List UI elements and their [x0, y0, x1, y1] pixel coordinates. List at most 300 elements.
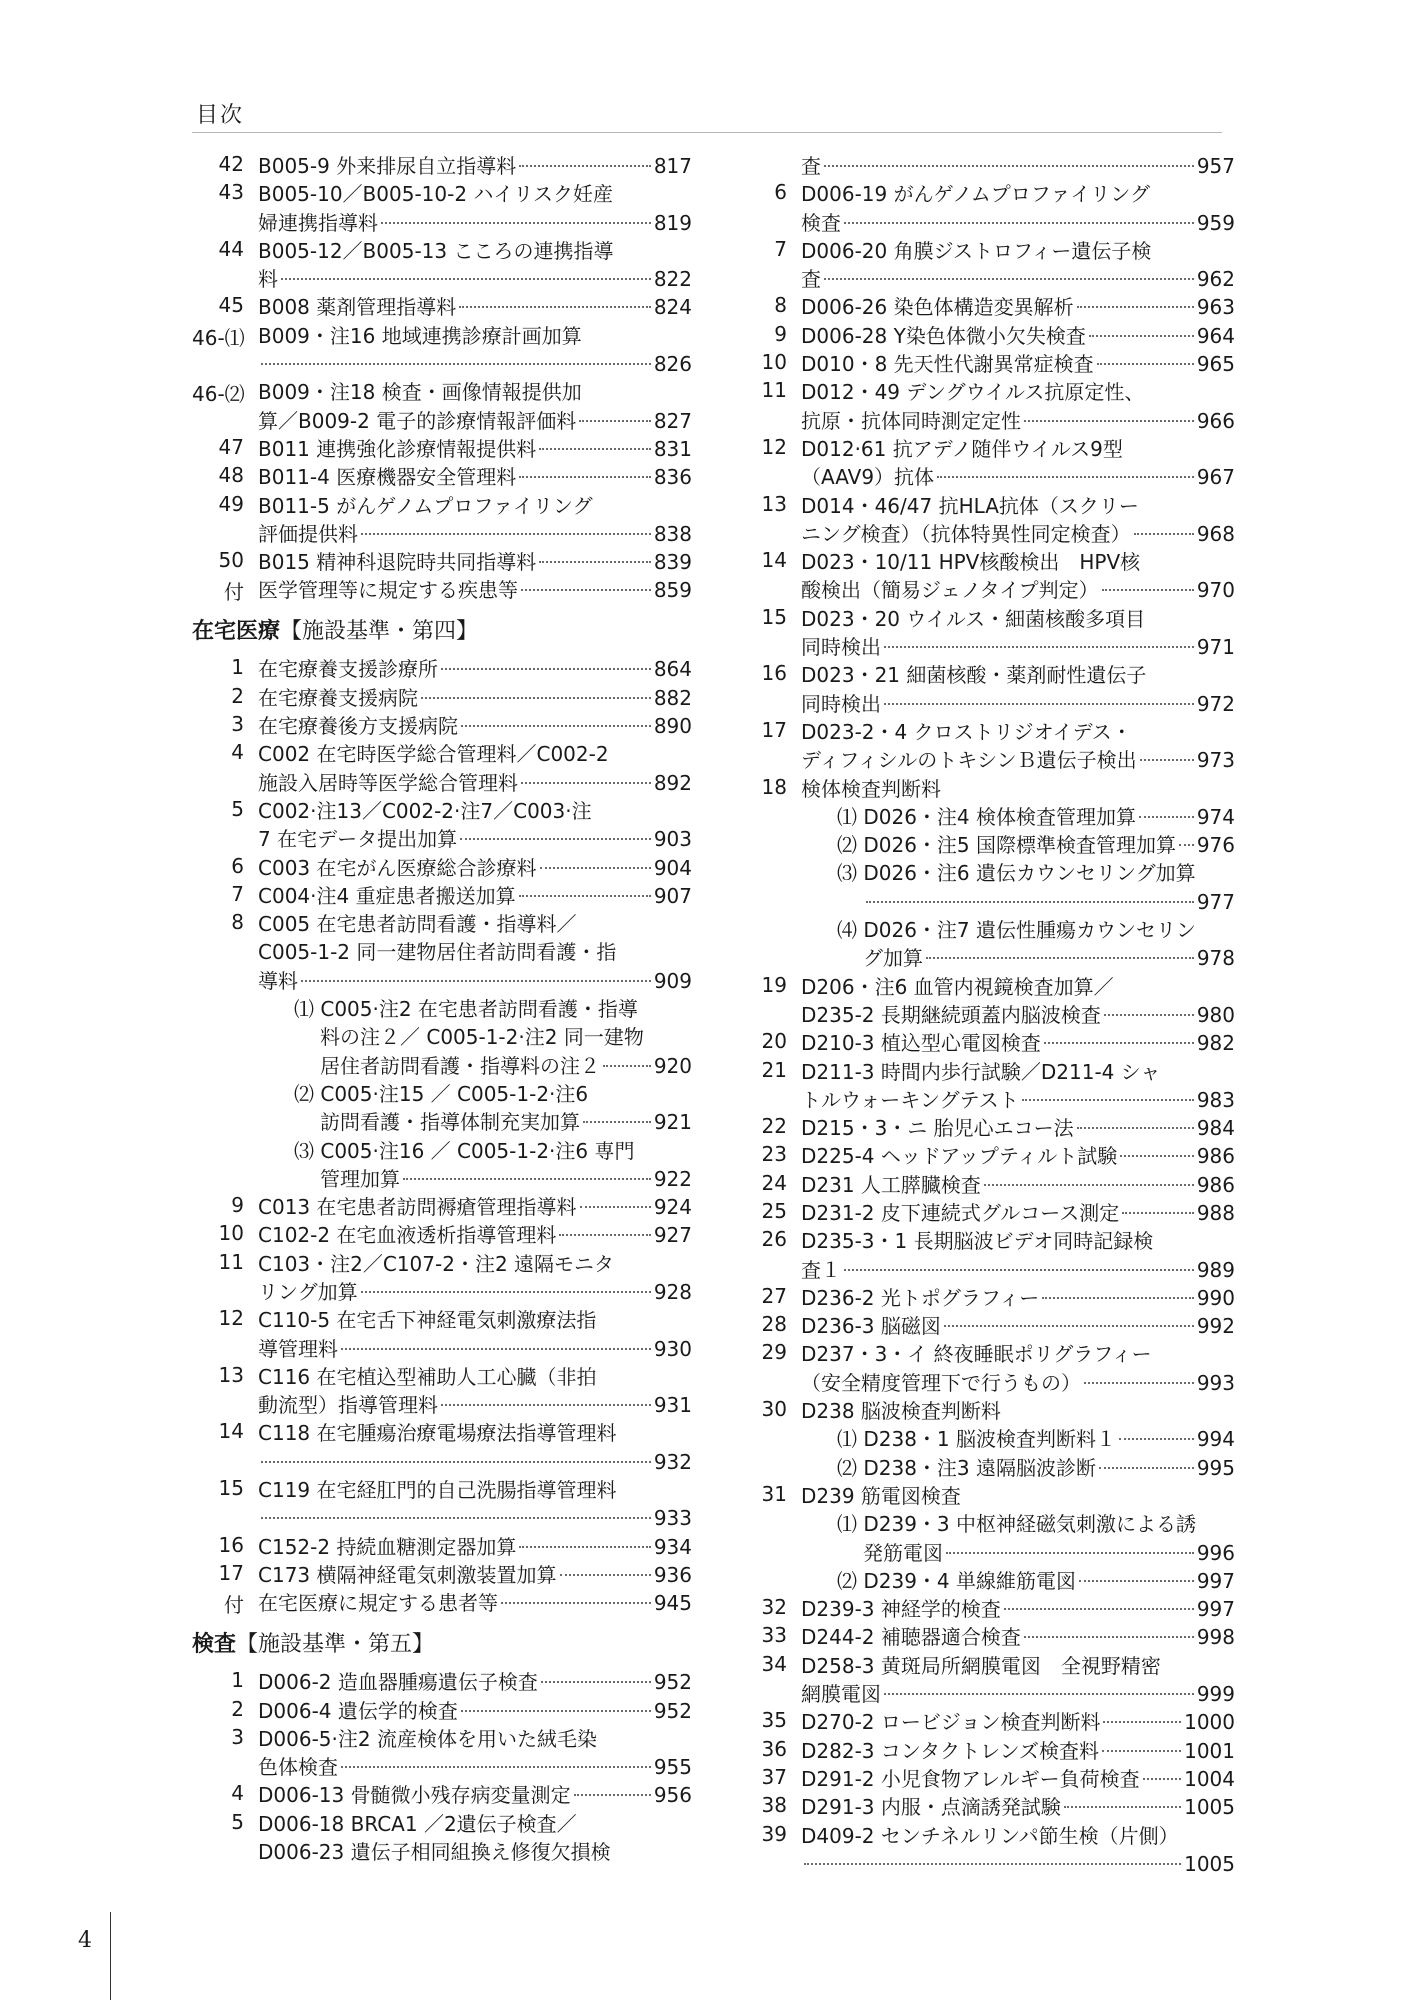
entry-title: 色体検査 — [258, 1755, 338, 1780]
entry-line — [258, 1781, 692, 1809]
dot-leader — [461, 725, 651, 727]
entry-page-number: 977 — [1196, 889, 1235, 914]
entry-title: D237・3・イ 終夜睡眠ポリグラフィー — [801, 1342, 1152, 1367]
toc-entry — [192, 492, 692, 549]
dot-leader — [824, 165, 1194, 167]
toc-entry — [192, 1023, 692, 1080]
dot-leader — [1084, 1382, 1194, 1384]
entry-body — [801, 888, 1235, 916]
toc-entry — [192, 1250, 692, 1307]
entry-page-number: 974 — [1196, 804, 1235, 829]
entry-number: 14 — [761, 548, 787, 573]
entry-body — [258, 995, 692, 1023]
entry-line — [258, 854, 692, 882]
dot-leader — [1004, 1608, 1194, 1610]
toc-entry — [192, 237, 692, 294]
entry-body — [258, 1725, 692, 1782]
toc-entry — [735, 803, 1235, 831]
toc-entry — [192, 740, 692, 797]
entry-line — [258, 882, 692, 910]
entry-title: D211-3 時間内歩行試験／D211-4 シャ — [801, 1059, 1161, 1084]
entry-number: 25 — [761, 1198, 787, 1223]
entry-number — [735, 888, 801, 916]
toc-entry — [192, 995, 692, 1023]
entry-page-number: 986 — [1196, 1144, 1235, 1169]
entry-line — [801, 1086, 1235, 1114]
entry-line — [258, 1753, 692, 1781]
entry-page-number: 973 — [1196, 748, 1235, 773]
entry-title: 7 在宅データ提出加算 — [258, 827, 458, 852]
entry-body — [258, 463, 692, 491]
toc-entry — [735, 1425, 1235, 1453]
entry-line — [801, 1284, 1235, 1312]
entry-title: D210-3 植込型心電図検査 — [801, 1031, 1041, 1056]
entry-page-number: 932 — [653, 1449, 692, 1474]
entry-page-number: 971 — [1196, 635, 1235, 660]
entry-title: B005-12／B005-13 こころの連携指導 — [258, 238, 614, 263]
entry-title: D023-2・4 クロストリジオイデス・ — [801, 719, 1132, 744]
dot-leader — [261, 363, 651, 365]
dot-leader — [301, 980, 651, 982]
toc-entry — [735, 973, 1235, 1030]
entry-line — [801, 407, 1235, 435]
entry-line — [258, 548, 692, 576]
entry-body — [258, 1165, 692, 1193]
toc-entry — [192, 152, 692, 180]
toc-entry — [735, 718, 1235, 775]
entry-title: D231-2 皮下連続式グルコース測定 — [801, 1200, 1120, 1225]
entry-title: D006-28 Y染色体微小欠失検査 — [801, 323, 1086, 348]
entry-line — [801, 1850, 1235, 1878]
entry-number — [735, 803, 801, 831]
entry-number: 15 — [218, 1476, 244, 1501]
entry-line — [863, 944, 1235, 972]
toc-entry — [192, 1589, 692, 1618]
dot-leader — [541, 1681, 651, 1683]
entry-number: 1 — [231, 1668, 244, 1693]
toc-entry — [192, 1697, 692, 1725]
entry-body — [801, 1708, 1235, 1736]
dot-leader — [844, 222, 1194, 224]
entry-title: C102-2 在宅血液透析指導管理料 — [258, 1223, 557, 1248]
entry-line — [801, 209, 1235, 237]
entry-page-number: 952 — [653, 1670, 692, 1695]
entry-title: C173 横隔神経電気刺激装置加算 — [258, 1562, 557, 1587]
entry-line — [258, 769, 692, 797]
entry-page-number: 936 — [653, 1562, 692, 1587]
entry-body — [801, 378, 1235, 435]
entry-title: ⑴ D239・3 中枢神経磁気刺激による誘 — [837, 1512, 1197, 1537]
entry-title: D236-2 光トポグラフィー — [801, 1285, 1040, 1310]
entry-title: C005-1-2 同一建物居住者訪問看護・指 — [258, 940, 617, 965]
entry-title: B011 連携強化診療情報提供料 — [258, 436, 537, 461]
entry-page-number: 903 — [653, 827, 692, 852]
entry-body — [801, 1397, 1235, 1425]
entry-title: C004·注4 重症患者搬送加算 — [258, 883, 516, 908]
dot-leader — [580, 1206, 651, 1208]
entry-body — [258, 655, 692, 683]
dot-leader — [501, 1602, 651, 1604]
entry-title: （安全精度管理下で行うもの） — [801, 1370, 1081, 1395]
entry-line — [258, 1504, 692, 1532]
entry-title: ⑵ D238・注3 遠隔脳波診断 — [837, 1455, 1097, 1480]
entry-body — [258, 548, 692, 576]
toc-entry — [735, 1539, 1235, 1567]
entry-title: C152-2 持続血糖測定器加算 — [258, 1534, 517, 1559]
entry-title: 検体検査判断料 — [801, 776, 941, 801]
entry-number: 9 — [774, 321, 787, 346]
toc-entry — [192, 1193, 692, 1221]
section-title: 在宅医療 — [192, 619, 281, 645]
entry-page-number: 988 — [1196, 1200, 1235, 1225]
dot-leader — [583, 1121, 651, 1123]
entry-body — [801, 1765, 1235, 1793]
entry-number — [735, 831, 801, 859]
toc-entry — [735, 237, 1235, 294]
entry-body — [801, 293, 1235, 321]
dot-leader — [937, 476, 1194, 478]
entry-body — [258, 1363, 692, 1420]
dot-leader — [1024, 420, 1194, 422]
entry-body — [258, 180, 692, 237]
entry-number: 17 — [761, 717, 787, 742]
entry-body — [801, 1340, 1235, 1397]
entry-title: （AAV9）抗体 — [801, 465, 935, 490]
toc-entry — [735, 944, 1235, 972]
entry-title: D238 脳波検査判断料 — [801, 1399, 1001, 1424]
dot-leader — [281, 278, 651, 280]
entry-title: ⑵ C005·注15 ／ C005-1-2·注6 — [294, 1081, 589, 1106]
dot-leader — [341, 1766, 651, 1768]
entry-line — [863, 1539, 1235, 1567]
entry-line — [801, 1680, 1235, 1708]
entry-body — [258, 1697, 692, 1725]
entry-line — [258, 1533, 692, 1561]
entry-line — [320, 1165, 692, 1193]
entry-title: ⑴ D026・注4 検体検査管理加算 — [837, 804, 1137, 829]
entry-number: 32 — [761, 1595, 787, 1620]
entry-title: D012・49 デングウイルス抗原定性、 — [801, 380, 1145, 405]
entry-body — [258, 1193, 692, 1221]
entry-title: ⑴ D238・1 脳波検査判断料１ — [837, 1427, 1117, 1452]
toc-entry — [192, 1668, 692, 1696]
entry-body — [801, 1454, 1235, 1482]
entry-number: 46-⑵ — [192, 382, 245, 407]
entry-body — [258, 1250, 692, 1307]
entry-title: C118 在宅腫瘍治療電場療法指導管理料 — [258, 1421, 617, 1446]
entry-number: 17 — [218, 1560, 244, 1585]
entry-page-number: 824 — [653, 295, 692, 320]
entry-number: 47 — [218, 434, 244, 459]
page-number-rule — [110, 1912, 111, 2000]
entry-page-number: 993 — [1196, 1370, 1235, 1395]
entry-line — [801, 690, 1235, 718]
entry-page-number: 907 — [653, 883, 692, 908]
entry-page-number: 838 — [653, 521, 692, 546]
dot-leader — [603, 1065, 651, 1067]
entry-line — [258, 293, 692, 321]
entry-line — [801, 1199, 1235, 1227]
entry-line — [837, 1425, 1235, 1453]
entry-number: 5 — [231, 796, 244, 821]
entry-title: ⑷ D026・注7 遺伝性腫瘍カウンセリン — [837, 918, 1197, 943]
entry-line — [258, 712, 692, 740]
entry-body — [801, 1029, 1235, 1057]
entry-line — [801, 1623, 1235, 1651]
dot-leader — [884, 646, 1194, 648]
dot-leader — [460, 838, 651, 840]
dot-leader — [459, 306, 651, 308]
entry-body — [258, 882, 692, 910]
dot-leader — [1022, 1099, 1194, 1101]
dot-leader — [884, 1693, 1194, 1695]
entry-body — [801, 718, 1235, 775]
entry-body — [258, 797, 692, 854]
entry-title: D006-4 遺伝学的検査 — [258, 1698, 458, 1723]
entry-number: 33 — [761, 1623, 787, 1648]
dot-leader — [1102, 1750, 1181, 1752]
entry-body — [801, 661, 1235, 718]
entry-title: D239 筋電図検査 — [801, 1483, 961, 1508]
entry-page-number: 995 — [1196, 1455, 1235, 1480]
toc-entry — [192, 1306, 692, 1363]
dot-leader — [261, 1517, 651, 1519]
toc-entry — [735, 661, 1235, 718]
entry-title: 在宅療養支援病院 — [258, 685, 418, 710]
entry-number: 18 — [761, 774, 787, 799]
entry-line — [801, 1737, 1235, 1765]
toc-entry — [192, 797, 692, 854]
entry-title: D006-13 骨髄微小残存病変量測定 — [258, 1783, 571, 1808]
entry-page-number: 966 — [1196, 408, 1235, 433]
entry-line — [801, 1595, 1235, 1623]
entry-number: 14 — [218, 1419, 244, 1444]
section-subtitle: 【施設基準・第五】 — [236, 1632, 435, 1658]
entry-line — [801, 1793, 1235, 1821]
entry-number: 13 — [761, 491, 787, 516]
entry-body — [801, 1737, 1235, 1765]
entry-number — [192, 1108, 258, 1136]
entry-body — [258, 152, 692, 180]
entry-body — [801, 350, 1235, 378]
entry-number — [192, 1165, 258, 1193]
toc-entry — [735, 293, 1235, 321]
dot-leader — [261, 1461, 651, 1463]
entry-line — [801, 350, 1235, 378]
entry-body — [801, 1425, 1235, 1453]
entry-line — [801, 1171, 1235, 1199]
entry-page-number: 952 — [653, 1698, 692, 1723]
entry-title: D006-26 染色体構造変異解析 — [801, 295, 1074, 320]
entry-title: 医学管理等に規定する疾患等 — [258, 578, 518, 603]
entry-title: C013 在宅患者訪問褥瘡管理指導料 — [258, 1195, 577, 1220]
entry-page-number: 984 — [1196, 1116, 1235, 1141]
entry-page-number: 970 — [1196, 578, 1235, 603]
entry-line — [258, 435, 692, 463]
entry-title: B008 薬剤管理指導料 — [258, 295, 457, 320]
section-heading — [192, 1630, 692, 1660]
toc-entry — [735, 605, 1235, 662]
dot-leader — [844, 1269, 1194, 1271]
entry-page-number: 963 — [1196, 295, 1235, 320]
toc-entry — [735, 1822, 1235, 1879]
dot-leader — [341, 1348, 651, 1350]
dot-leader — [884, 703, 1194, 705]
entry-number: 5 — [231, 1809, 244, 1834]
entry-number: 31 — [761, 1481, 787, 1506]
toc-entry — [735, 1765, 1235, 1793]
entry-title: D023・10/11 HPV核酸検出 HPV核 — [801, 550, 1141, 575]
entry-line — [258, 1221, 692, 1249]
toc-entry — [192, 435, 692, 463]
entry-page-number: 930 — [653, 1336, 692, 1361]
entry-title: C003 在宅がん医療総合診療料 — [258, 855, 537, 880]
entry-number — [735, 1567, 801, 1595]
entry-body — [258, 1080, 692, 1108]
entry-title: D239-3 神経学的検査 — [801, 1597, 1001, 1622]
dot-leader — [574, 1794, 651, 1796]
entry-title: 同時検出 — [801, 691, 881, 716]
toc-entry — [735, 831, 1235, 859]
entry-title: D244-2 補聴器適合検査 — [801, 1625, 1021, 1650]
entry-page-number: 1005 — [1184, 1851, 1235, 1876]
entry-line — [801, 520, 1235, 548]
toc-entry — [735, 1595, 1235, 1623]
entry-line — [258, 1335, 692, 1363]
entry-number — [192, 1137, 258, 1165]
entry-body — [801, 1227, 1235, 1284]
entry-number: 36 — [761, 1736, 787, 1761]
toc-entry — [735, 1058, 1235, 1115]
toc-entry — [192, 1165, 692, 1193]
entry-body — [258, 854, 692, 882]
dot-leader — [1024, 1636, 1194, 1638]
entry-line — [801, 1369, 1235, 1397]
entry-number: 45 — [218, 293, 244, 318]
entry-line — [863, 888, 1235, 916]
toc-entry — [192, 1221, 692, 1249]
toc-entry — [735, 350, 1235, 378]
entry-line — [258, 1391, 692, 1419]
entry-title: ⑴ C005·注2 在宅患者訪問看護・指導 — [294, 997, 638, 1022]
dot-leader — [361, 1291, 651, 1293]
entry-title: D023・20 ウイルス・細菌核酸多項目 — [801, 606, 1146, 631]
entry-page-number: 822 — [653, 267, 692, 292]
entry-page-number: 989 — [1196, 1257, 1235, 1282]
toc-entry — [192, 463, 692, 491]
entry-title: 査１ — [801, 1257, 841, 1282]
dot-leader — [441, 668, 651, 670]
entry-body — [258, 1108, 692, 1136]
entry-title: D409-2 センチネルリンパ節生検（片側） — [801, 1823, 1179, 1848]
entry-page-number: 964 — [1196, 323, 1235, 348]
entry-page-number: 998 — [1196, 1625, 1235, 1650]
entry-title: 酸検出（簡易ジェノタイプ判定） — [801, 578, 1099, 603]
toc-left-column — [192, 152, 692, 1866]
entry-line — [258, 1561, 692, 1589]
toc-entry — [192, 1533, 692, 1561]
dot-leader — [559, 1234, 650, 1236]
entry-number: 23 — [761, 1142, 787, 1167]
entry-title: ディフィシルのトキシンＢ遺伝子検出 — [801, 748, 1137, 773]
entry-page-number: 864 — [653, 657, 692, 682]
section-subtitle: 【施設基準・第四】 — [280, 619, 479, 645]
entry-title: 在宅療養後方支援病院 — [258, 714, 458, 739]
entry-page-number: 839 — [653, 550, 692, 575]
entry-line — [258, 1278, 692, 1306]
dot-leader — [539, 448, 651, 450]
dot-leader — [421, 697, 651, 699]
entry-line — [837, 1454, 1235, 1482]
entry-page-number: 962 — [1196, 267, 1235, 292]
entry-number: 30 — [761, 1397, 787, 1422]
toc-entry — [192, 854, 692, 882]
dot-leader — [944, 1325, 1194, 1327]
entry-page-number: 904 — [653, 855, 692, 880]
entry-title: 同時検出 — [801, 635, 881, 660]
entry-page-number: 933 — [653, 1506, 692, 1531]
entry-title: B005-9 外来排尿自立指導料 — [258, 154, 517, 178]
dot-leader — [1140, 759, 1194, 761]
entry-page-number: 827 — [653, 408, 692, 433]
dot-leader — [1122, 1212, 1194, 1214]
entry-number: 27 — [761, 1283, 787, 1308]
toc-entry — [192, 684, 692, 712]
dot-leader — [1064, 1806, 1181, 1808]
entry-title: 導管理料 — [258, 1336, 338, 1361]
entry-page-number: 983 — [1196, 1087, 1235, 1112]
toc-entry — [192, 712, 692, 740]
dot-leader — [519, 1546, 650, 1548]
entry-page-number: 955 — [653, 1755, 692, 1780]
entry-line — [258, 463, 692, 491]
entry-title: 検査 — [801, 210, 841, 235]
dot-leader — [1134, 533, 1194, 535]
entry-number: 26 — [761, 1227, 787, 1252]
toc-entry — [192, 293, 692, 321]
entry-title: D023・21 細菌核酸・薬剤耐性遺伝子 — [801, 663, 1147, 688]
entry-body — [258, 1137, 692, 1165]
entry-body — [258, 1561, 692, 1589]
entry-line — [258, 967, 692, 995]
entry-body — [801, 944, 1235, 972]
entry-page-number: 982 — [1196, 1031, 1235, 1056]
entry-number: 37 — [761, 1764, 787, 1789]
entry-page-number: 1001 — [1184, 1738, 1235, 1763]
entry-number: 46-⑴ — [192, 325, 245, 350]
entry-title: D010・8 先天性代謝異常症検査 — [801, 352, 1094, 377]
entry-title: グ加算 — [863, 946, 923, 971]
entry-body — [258, 910, 692, 995]
entry-title: 婦連携指導料 — [258, 210, 378, 235]
entry-title: ⑶ D026・注6 遺伝カウンセリング加算 — [837, 861, 1196, 886]
dot-leader — [1089, 335, 1194, 337]
entry-line — [837, 803, 1235, 831]
entry-title: D006-20 角膜ジストロフィー遺伝子検 — [801, 238, 1152, 263]
entry-page-number: 965 — [1196, 352, 1235, 377]
toc-entry — [735, 1142, 1235, 1170]
entry-number — [735, 152, 801, 180]
entry-page-number: 972 — [1196, 691, 1235, 716]
entry-page-number: 882 — [653, 685, 692, 710]
entry-number: 4 — [231, 1781, 244, 1806]
toc-entry — [192, 1810, 692, 1867]
toc-entry — [735, 548, 1235, 605]
dot-leader — [1077, 306, 1194, 308]
entry-number: 4 — [231, 740, 244, 765]
entry-title: B009・注16 地域連携診療計画加算 — [258, 323, 582, 348]
section-heading — [192, 617, 692, 647]
